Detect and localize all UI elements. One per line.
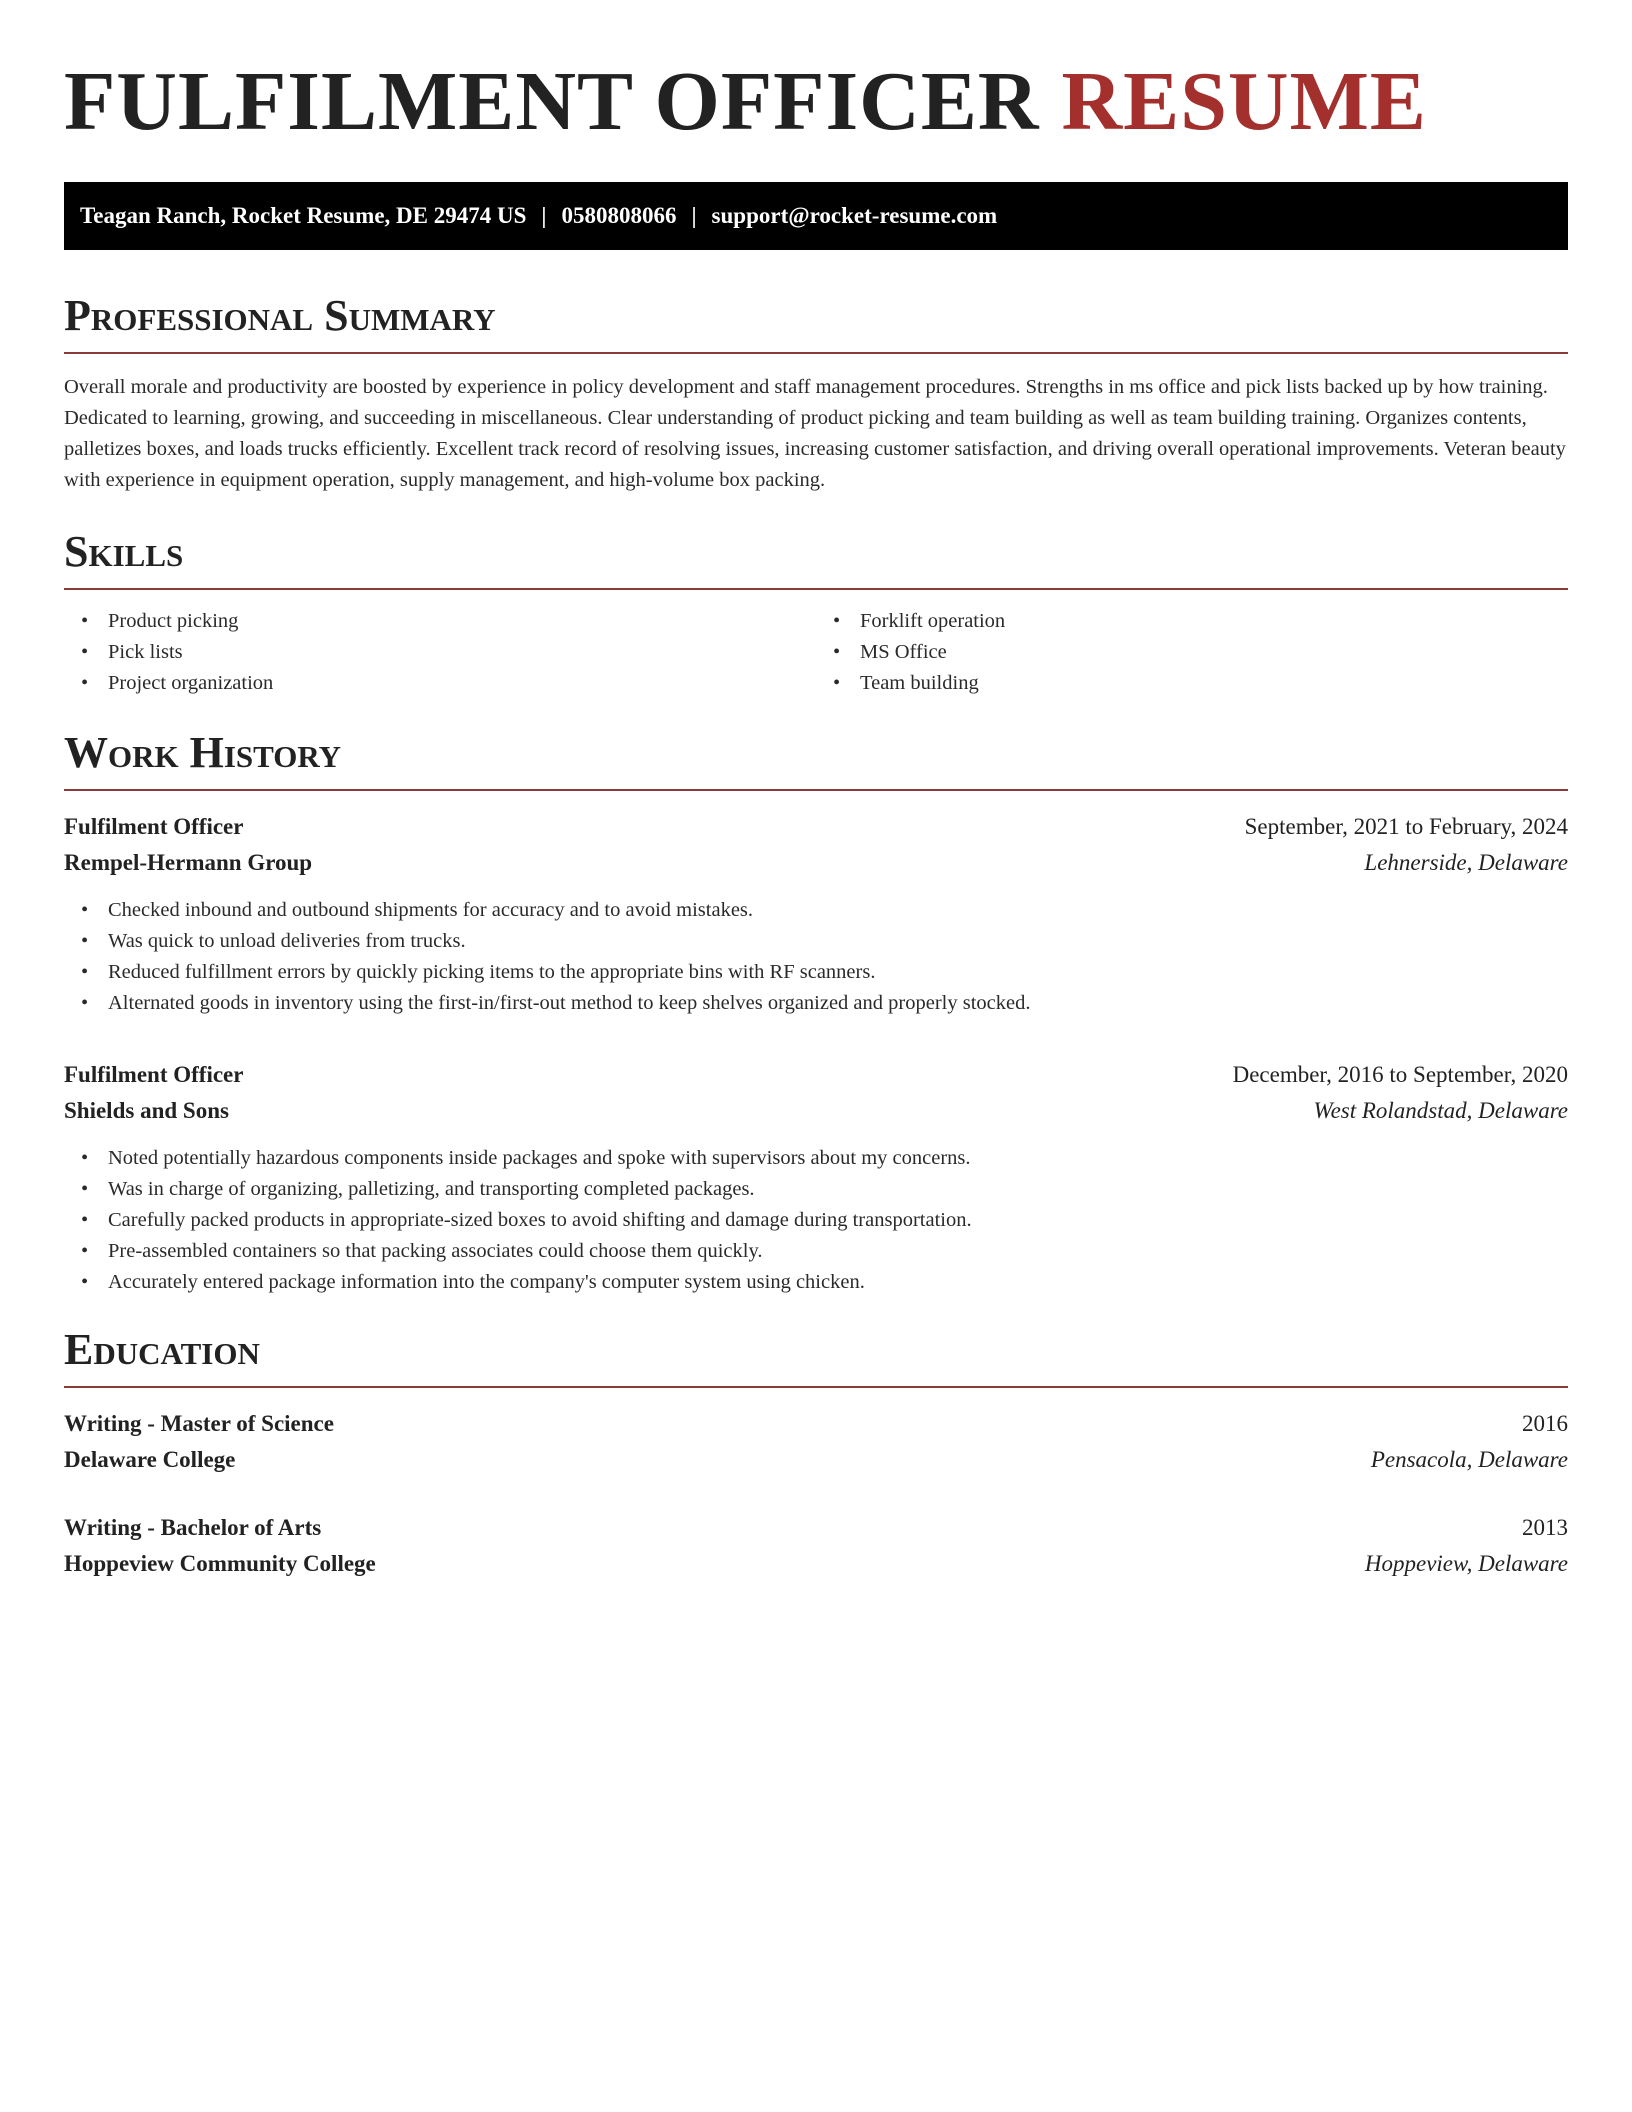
education-entry [64,1510,1568,1582]
section-divider [64,1386,1568,1388]
job-bullets [64,1143,1568,1298]
job-bullet: • Alternated goods in inventory using the first-in/first-out method to keep shelves organized and properly stocked. [108,988,1568,1019]
skill-item: • Pick lists [108,637,816,668]
title-main: FULFILMENT OFFICER [64,55,1040,148]
job-bullet: • Reduced fulfillment errors by quickly picking items to the appropriate bins with RF scanners. [108,957,1568,988]
degree-row [64,1510,1568,1546]
job-bullet: • Noted potentially hazardous components inside packages and spoke with supervisors about my concerns. [108,1143,1568,1174]
contact-email: support@rocket-resume.com [711,203,998,228]
school-row [64,1546,1568,1582]
skill-item: • Project organization [108,668,816,699]
contact-separator: | [691,203,697,228]
job-bullet: • Pre-assembled containers so that packing associates could choose them quickly. [108,1236,1568,1267]
job-title-row [64,809,1568,845]
school: Hoppeview Community College [64,1551,376,1576]
job-dates: September, 2021 to February, 2024 [1244,814,1568,839]
contact-separator: | [541,203,547,228]
job-title: Fulfilment Officer [64,814,244,839]
school-row [64,1442,1568,1478]
graduation-year: 2013 [1522,1515,1568,1540]
job-bullet: • Accurately entered package information into the company's computer system using chicken. [108,1267,1568,1298]
job-bullet: • Was quick to unload deliveries from trucks. [108,926,1568,957]
school-location: Pensacola, Delaware [1370,1447,1568,1472]
skill-item: • Forklift operation [860,606,1568,637]
contact-address: Teagan Ranch, Rocket Resume, DE 29474 US [80,203,527,228]
job-bullets [64,895,1568,1019]
section-divider [64,352,1568,354]
school-location: Hoppeview, Delaware [1364,1551,1568,1576]
section-divider [64,588,1568,590]
work-history-heading: Work History [64,728,342,777]
job-company: Shields and Sons [64,1098,229,1123]
job-location: West Rolandstad, Delaware [1313,1098,1568,1123]
summary-heading: Professional Summary [64,291,496,340]
education-heading: Education [64,1325,260,1374]
contact-phone: 0580808066 [561,203,677,228]
job-title-row [64,1057,1568,1093]
job-location: Lehnerside, Delaware [1364,850,1568,875]
summary-text: Overall morale and productivity are boosted by experience in policy development and staff management procedures. Strengths in ms office and pick lists backed up by how training. Dedicated to learning, growing, and succeeding in miscellaneous. Clear understanding of product picking and team building as well as team building training. Organizes contents, palletizes boxes, and loads trucks efficiently. Excellent track record of resolving issues, increasing customer satisfaction, and driving overall operational improvements. Veteran beauty with experience in equipment operation, supply management, and high-volume box packing. [64,376,1566,491]
education-entry [64,1406,1568,1478]
page-title [64,54,1568,150]
degree: Writing - Bachelor of Arts [64,1515,322,1540]
contact-bar [64,182,1568,250]
job-title: Fulfilment Officer [64,1062,244,1087]
skills-column-right [816,606,1568,699]
job-company: Rempel-Hermann Group [64,850,313,875]
degree: Writing - Master of Science [64,1411,334,1436]
job-entry [64,809,1568,1019]
title-accent: RESUME [1061,55,1427,148]
skills-heading: Skills [64,527,184,576]
job-entry [64,1057,1568,1298]
school: Delaware College [64,1447,236,1472]
job-bullet: • Checked inbound and outbound shipments for accuracy and to avoid mistakes. [108,895,1568,926]
section-divider [64,789,1568,791]
skill-item: • Team building [860,668,1568,699]
job-bullet: • Carefully packed products in appropriate-sized boxes to avoid shifting and damage during transportation. [108,1205,1568,1236]
skill-item: • Product picking [108,606,816,637]
graduation-year: 2016 [1522,1411,1568,1436]
skills-column-left [64,606,816,699]
job-company-row [64,845,1568,881]
skill-item: • MS Office [860,637,1568,668]
job-bullet: • Was in charge of organizing, palletizing, and transporting completed packages. [108,1174,1568,1205]
degree-row [64,1406,1568,1442]
job-dates: December, 2016 to September, 2020 [1232,1062,1568,1087]
skills-grid [64,606,1568,699]
job-company-row [64,1093,1568,1129]
